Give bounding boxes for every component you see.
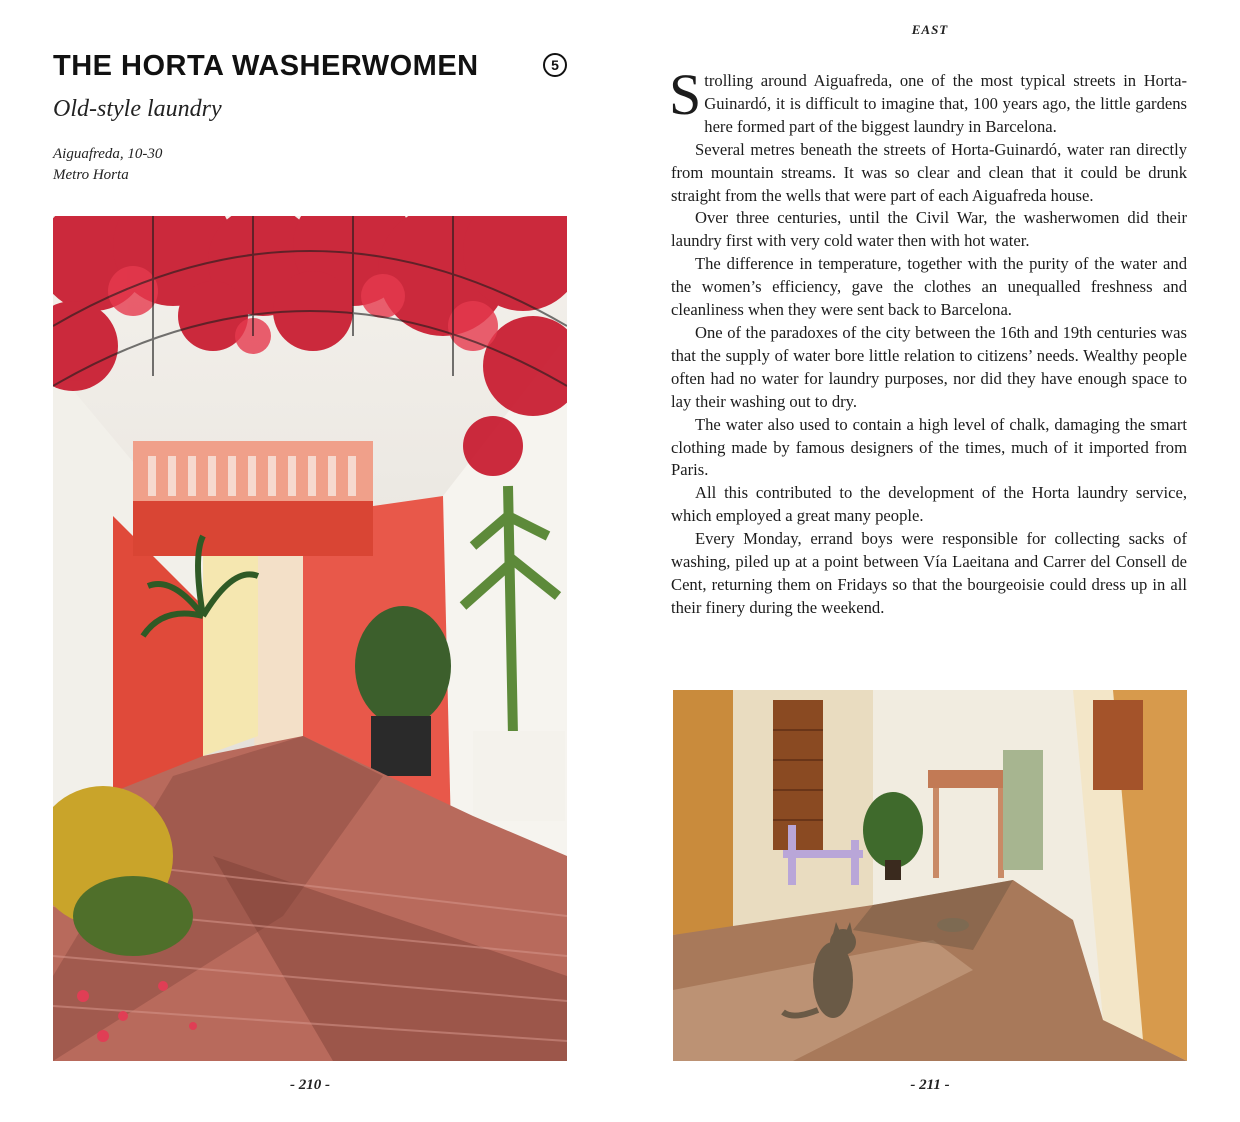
street-photo-flowers [53, 216, 567, 1061]
paragraph: One of the paradoxes of the city between the 16th and 19th centuries was that the supply of water bore little relation to citizens’ needs. Wealthy people often had no water for laundry purposes, nor did they have enough space to lay their washing out to dry. [671, 322, 1187, 411]
page-title: THE HORTA WASHERWOMEN [53, 50, 479, 82]
paragraph: The difference in temperature, together with the purity of the water and the women’s efficiency, gave the clothes an unequalled freshness and cleanliness when they were sent back to Barcelona. [671, 254, 1187, 320]
entry-number-badge: 5 [543, 53, 567, 77]
body-text [669, 62, 1187, 620]
section-header: EAST [911, 22, 949, 37]
address-street: Aiguafreda, 10-30 [53, 146, 163, 162]
paragraph: Strolling around Aiguafreda, one of the most typical streets in Horta-Guinardó, it is difficult to imagine that, 100 years ago, the little gardens here formed part of the biggest laundry in Barcelona. [669, 62, 1187, 136]
drop-cap: S [669, 62, 702, 127]
page-number-left: - 210 - [290, 1077, 330, 1093]
page-subtitle: Old-style laundry [53, 96, 222, 122]
address-block [53, 144, 162, 186]
page-number-right: - 211 - [910, 1077, 950, 1093]
paragraph: Several metres beneath the streets of Horta-Guinardó, water ran directly from mountain streams. It was so clear and clean that it could be drunk straight from the wells that were part of each Aiguafreda house. [671, 139, 1187, 205]
paragraph: All this contributed to the development of the Horta laundry service, which employed a great many people. [671, 483, 1187, 526]
paragraph: Every Monday, errand boys were responsible for collecting sacks of washing, piled up at a point between Vía Laeitana and Carrer del Consell de Cent, returning them on Fridays so that the bourgeoisie could dress up in all their finery during the weekend. [671, 529, 1187, 617]
address-metro: Metro Horta [53, 167, 129, 183]
right-page [620, 0, 1240, 1122]
paragraph: The water also used to contain a high level of chalk, damaging the smart clothing made by famous designers of the times, much of it imported from Paris. [671, 414, 1187, 480]
street-photo-cat [673, 690, 1187, 1061]
paragraph: Over three centuries, until the Civil War, the washerwomen did their laundry first with very cold water then with hot water. [671, 208, 1187, 251]
